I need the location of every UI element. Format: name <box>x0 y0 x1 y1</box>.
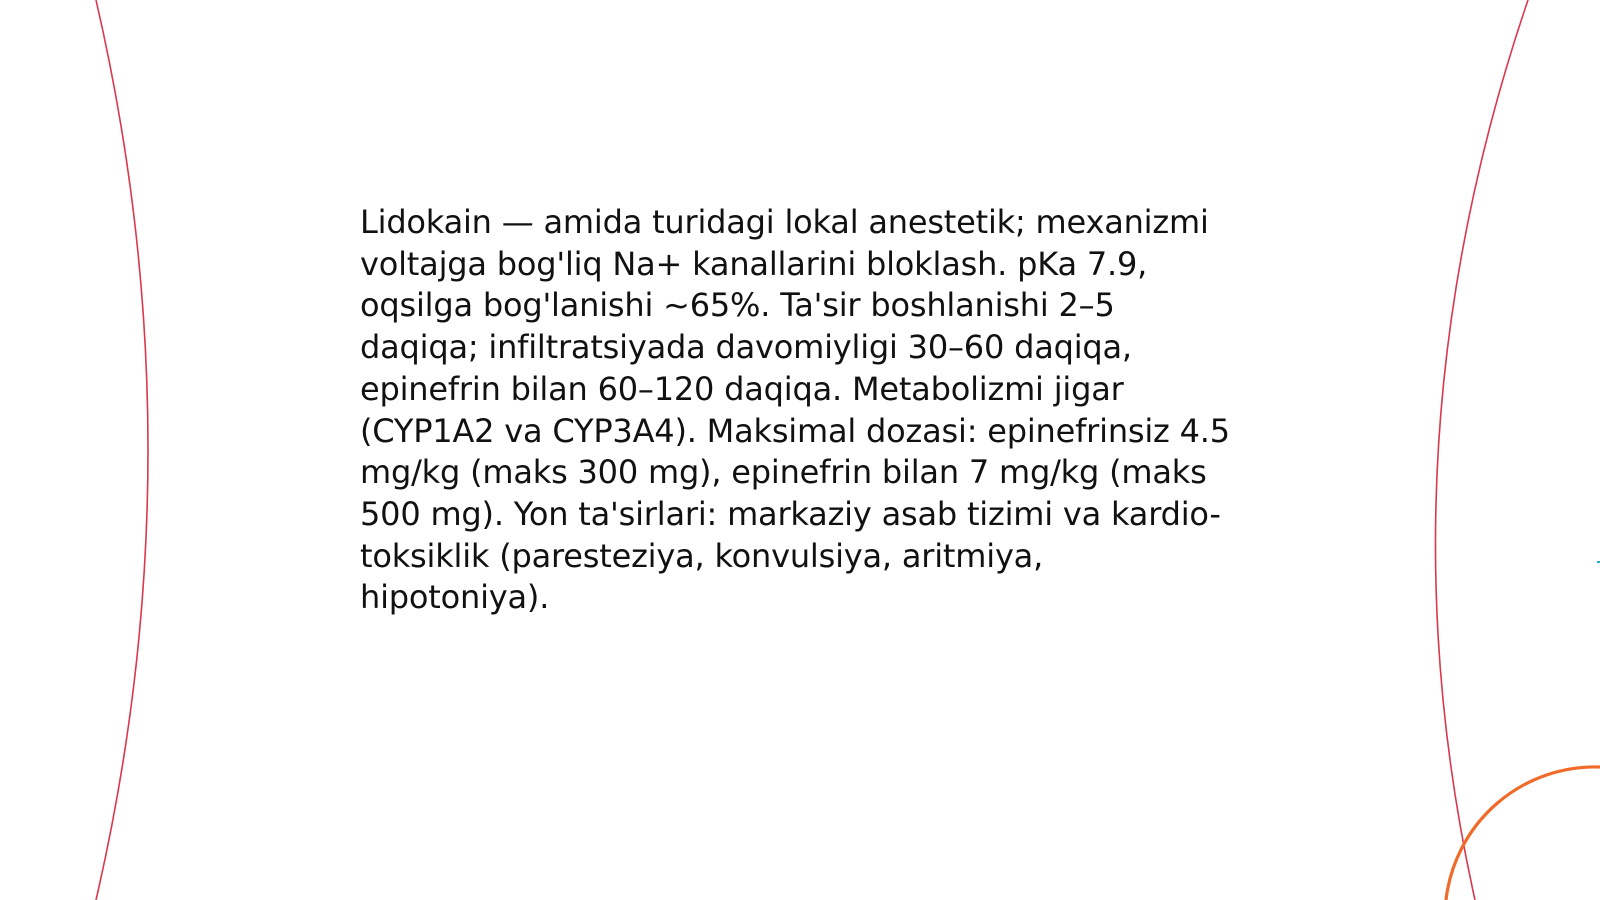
body-line: epinefrin bilan 60–120 daqiqa. Metabolizmi jigar <box>360 369 1124 408</box>
corner-circle-decoration <box>1446 767 1600 900</box>
body-line: mg/kg (maks 300 mg), epinefrin bilan 7 mg/kg (maks <box>360 453 1207 492</box>
body-line: (CYP1A2 va CYP3A4). Maksimal dozasi: epinefrinsiz 4.5 <box>360 411 1230 450</box>
body-paragraph <box>360 202 1260 619</box>
body-line: oqsilga bog'lanishi ~65%. Ta'sir boshlanishi 2–5 <box>360 286 1115 325</box>
body-line: 500 mg). Yon ta'sirlari: markaziy asab tizimi va kardio- <box>360 494 1221 533</box>
body-line: daqiqa; infiltratsiyada davomiyligi 30–60 daqiqa, <box>360 328 1132 367</box>
body-line: toksiklik (paresteziya, konvulsiya, aritmiya, <box>360 536 1044 575</box>
left-arc-decoration <box>96 0 148 900</box>
body-line: voltajga bog'liq Na+ kanallarini bloklash. pKa 7.9, <box>360 244 1148 283</box>
body-line: Lidokain — amida turidagi lokal anestetik; mexanizmi <box>360 203 1209 241</box>
right-arc-decoration <box>1435 0 1528 900</box>
body-line: hipotoniya). <box>360 578 550 617</box>
